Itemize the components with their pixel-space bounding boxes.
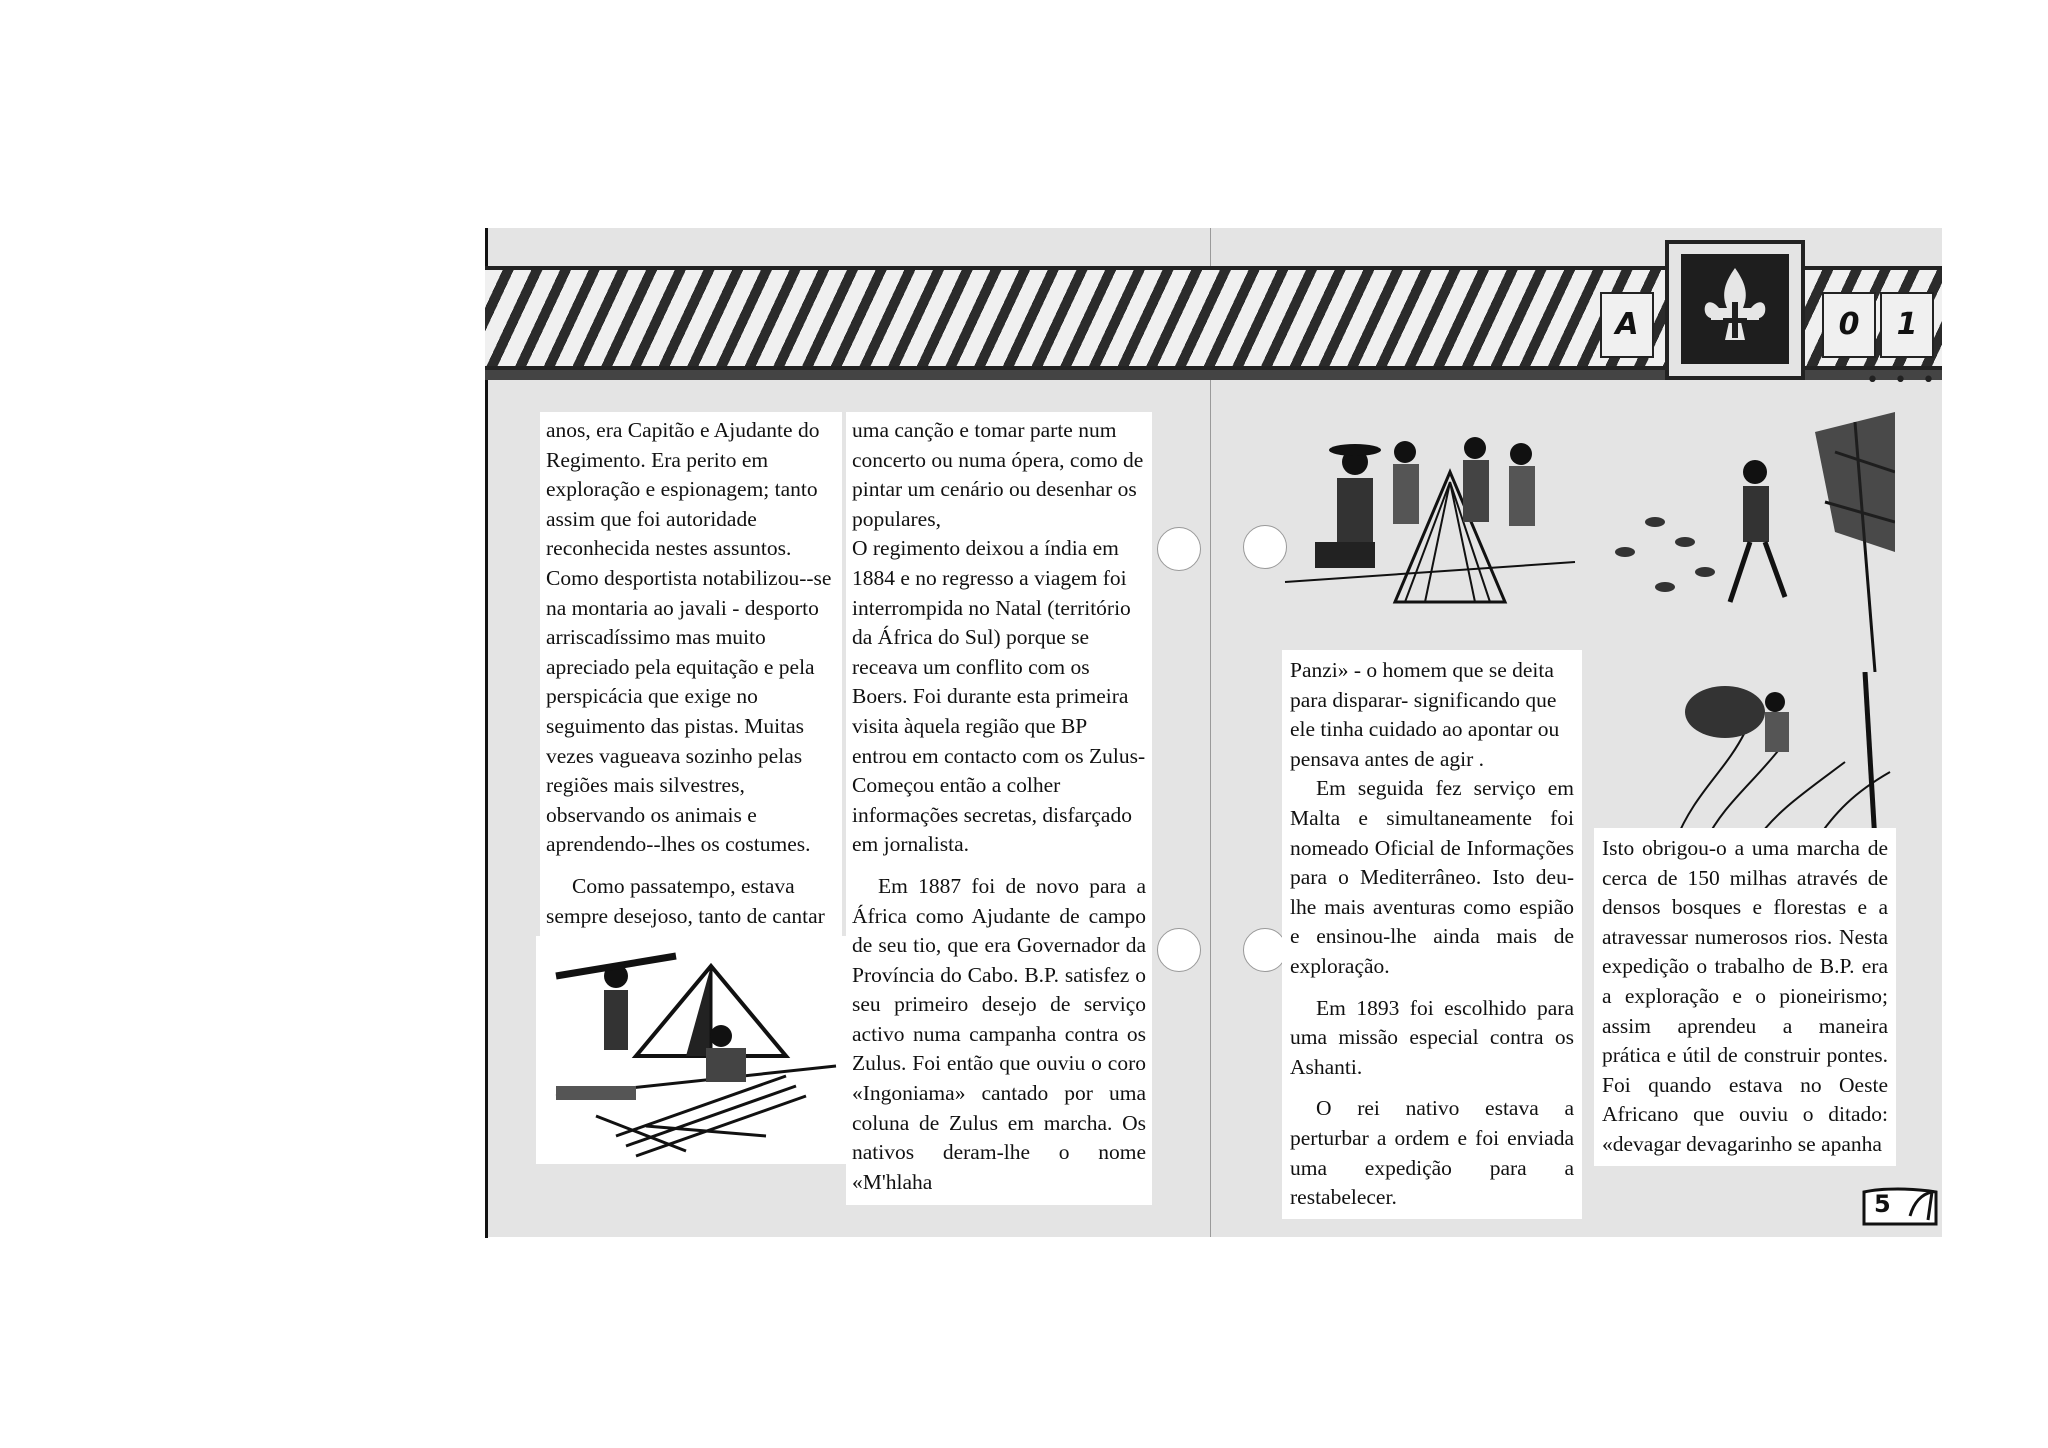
paragraph: O regimento deixou a índia em 1884 e no regresso a viagem foi interrompida no Natal (território da África do Sul) porque se receava um conflito com os Boers. Foi durante esta primeira visita àquela região que BP entrou em contacto com os Zulus- Começou então a colher informações secretas, disfarçado em jornalista. [852,536,1146,857]
section-code-digit-1: 0 [1822,292,1876,358]
paragraph: Em 1893 foi escolhido para uma missão especial contra os Ashanti. [1290,995,1574,1079]
text-column-2 [846,412,1152,1205]
binder-hole [1243,928,1287,972]
scout-in-bush-illustration [1665,672,1895,842]
paragraph: O rei nativo estava a perturbar a ordem e foi enviada uma expedição para a restabelecer. [1290,1096,1574,1210]
paragraph: Em seguida fez serviço em Malta e simultaneamente foi nomeado Oficial de Informações para o Mediterrâneo. Isto deu-lhe mais aventuras como espião e ensinou-lhe ainda mais de exploração. [1290,776,1574,978]
page-number: 5 [1874,1190,1891,1218]
camp-tent-illustration [536,936,854,1164]
binder-hole [1157,928,1201,972]
binder-hole [1157,527,1201,571]
scout-emblem [1665,240,1805,380]
text-column-3 [1282,650,1582,1219]
section-code-digit-2: 1 [1880,292,1934,358]
paragraph: Panzi» - o homem que se deita para disparar- significando que ele tinha cuidado ao apontar ou pensava antes de agir . [1290,658,1560,771]
text-column-4 [1594,828,1896,1166]
section-code-letter: A [1600,292,1654,358]
campfire-scouts-illustration [1275,412,1895,672]
page-number-tab [1862,1186,1938,1226]
fleur-de-lis-icon [1681,254,1789,364]
paragraph: anos, era Capitão e Ajudante do Regimento. Era perito em exploração e espionagem; tanto assim que foi autoridade reconhecida nestes assuntos. Como desportista notabilizou--se na montaria ao javali - desporto arriscadíssimo mas muito apreciado pela equitação e pela perspicácia que exige no seguimento das pistas. Muitas vezes vagueava sozinho pelas regiões mais silvestres, observando os animais e aprendendo--lhes os costumes. [546,418,832,857]
header-dots: • • • [1866,368,1939,393]
text-column-1 [540,412,842,937]
paragraph: Como passatempo, estava sempre desejoso, tanto de cantar [546,873,825,928]
paragraph: Isto obrigou-o a uma marcha de cerca de 150 milhas através de densos bosques e florestas e a atravessar numerosos rios. Nesta expedição o trabalho de B.P. era a exploração e o pioneirismo; assim aprendeu a maneira prática e útil de construir pontes. Foi quando estava no Oeste Africano que ouviu o ditado: «devagar devagarinho se apanha [1602,836,1888,1156]
paragraph: Em 1887 foi de novo para a África como Ajudante de campo de seu tio, que era Governador da Província do Cabo. B.P. satisfez o seu primeiro desejo de serviço activo numa campanha contra os Zulus. Foi então que ouviu o coro «Ingoniama» cantado por uma coluna de Zulus em marcha. Os nativos deram-lhe o nome «M'hlaha [852,873,1146,1194]
paragraph: uma canção e tomar parte num concerto ou numa ópera, como de pintar um cenário ou desenhar os populares, [852,418,1144,531]
